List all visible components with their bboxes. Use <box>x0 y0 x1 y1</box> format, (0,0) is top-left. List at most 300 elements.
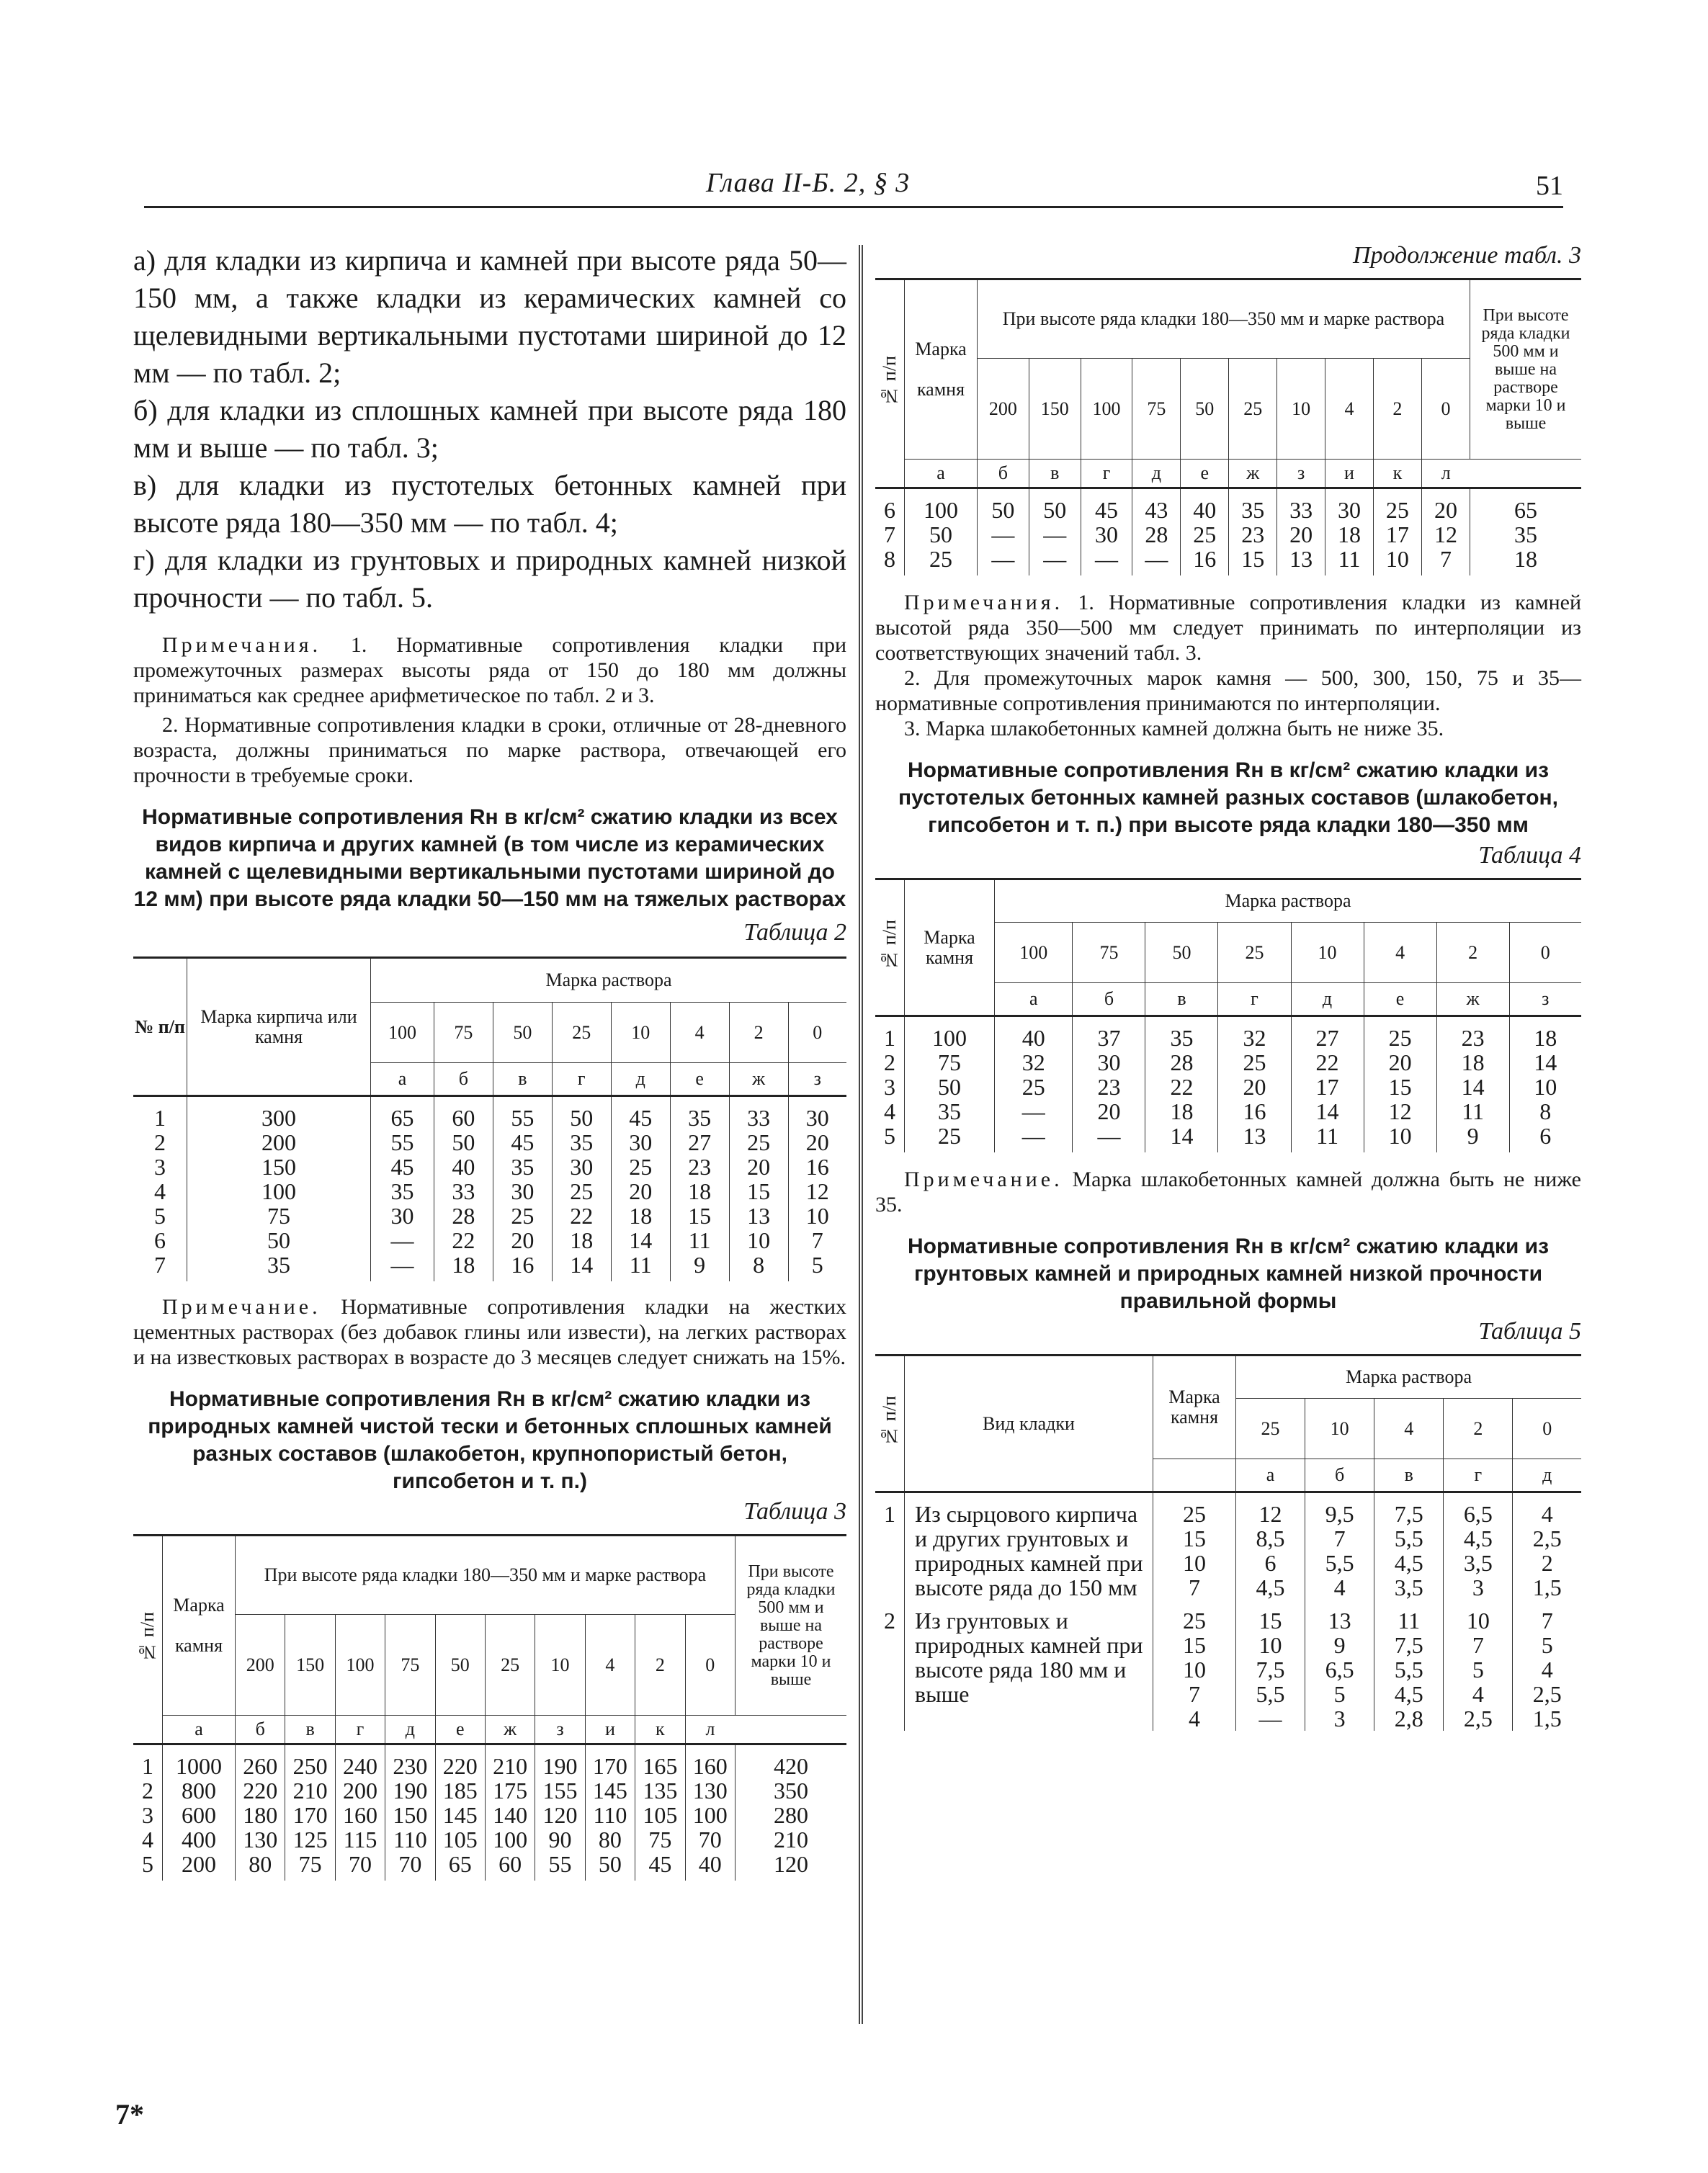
table-cell: 120 <box>735 1852 847 1881</box>
table-cell: 10 <box>1236 1633 1305 1657</box>
t3-head-last: При высоте ряда кладки 500 мм и выше на растворе марки 10 и выше <box>735 1536 847 1716</box>
page-number: 51 <box>1536 171 1563 201</box>
table-cell: 6,5 <box>1444 1492 1513 1527</box>
column-letter: г <box>552 1063 611 1096</box>
t3-head-group: При высоте ряда кладки 180—350 мм и марке раствора <box>236 1536 735 1615</box>
table-cell: 12 <box>1364 1099 1436 1124</box>
column-header: 100 <box>995 923 1073 983</box>
column-letter: г <box>1444 1459 1513 1492</box>
table-cell: 4 <box>1305 1575 1374 1600</box>
right-note-3: 3. Марка шлакобетонных камней должна быть не ниже 35. <box>904 717 1444 740</box>
t4-head-num: № п/п <box>875 879 905 1016</box>
column-letter: б <box>434 1063 493 1096</box>
table-cell: — <box>995 1124 1073 1152</box>
header-rule <box>144 206 1563 208</box>
table-cell: 22 <box>434 1228 493 1253</box>
table-row <box>133 1228 846 1253</box>
table-cell: — <box>1081 547 1132 575</box>
table-cell: 23 <box>1229 522 1277 547</box>
table-row <box>133 1778 846 1803</box>
column-header: 150 <box>1029 359 1081 460</box>
running-header-title: Глава II-Б. 2, § 3 <box>706 168 911 198</box>
table-cell: 800 <box>163 1778 236 1803</box>
column-letter: в <box>285 1716 335 1744</box>
column-header: 25 <box>485 1615 535 1716</box>
column-header: 2 <box>635 1615 685 1716</box>
table-cell: 15 <box>1153 1526 1236 1551</box>
table-cell: 40 <box>995 1016 1073 1051</box>
table-cell: 35 <box>187 1253 371 1281</box>
table-3-part2 <box>875 278 1581 575</box>
right-column <box>875 242 1581 1731</box>
table-cell: 25 <box>1153 1492 1236 1527</box>
table-cell: 220 <box>236 1778 285 1803</box>
table4-label: Таблица 4 <box>1478 842 1581 869</box>
table-cell: 30 <box>788 1096 846 1131</box>
table-cell: 25 <box>1373 488 1421 523</box>
column-header: 50 <box>435 1615 485 1716</box>
table-cell: 185 <box>435 1778 485 1803</box>
column-header: 75 <box>1132 359 1181 460</box>
table-cell: 105 <box>635 1803 685 1827</box>
table-cell: 15 <box>1229 547 1277 575</box>
table-cell: — <box>371 1228 434 1253</box>
table-cell: 4 <box>133 1827 163 1852</box>
table-cell: 7 <box>133 1253 187 1281</box>
table-row <box>133 1204 846 1228</box>
table-cell: 16 <box>493 1253 552 1281</box>
group-number: 2 <box>875 1600 905 1731</box>
table-cell: 300 <box>187 1096 371 1131</box>
table-cell: 30 <box>371 1204 434 1228</box>
table-cell: 13 <box>1277 547 1325 575</box>
list-item-c: в) для кладки из пустотелых бетонных камней при высоте ряда 180—350 мм — по табл. 4; <box>133 469 846 539</box>
column-letter: ж <box>1229 460 1277 488</box>
right-notes-label: Примечания. <box>904 591 1064 614</box>
table-cell: 80 <box>585 1827 635 1852</box>
table-cell: 35 <box>905 1099 995 1124</box>
column-letter: в <box>493 1063 552 1096</box>
column-letter: в <box>1145 983 1218 1016</box>
t5-head-num: № п/п <box>875 1356 905 1492</box>
column-letter: е <box>670 1063 729 1096</box>
table-cell: 7 <box>1421 547 1470 575</box>
table-cell: 35 <box>1229 488 1277 523</box>
table-cell: 33 <box>1277 488 1325 523</box>
table-cell: 8 <box>875 547 905 575</box>
column-header: 4 <box>1374 1399 1444 1459</box>
table-cell: 4,5 <box>1374 1551 1444 1575</box>
column-header: 2 <box>729 1003 788 1063</box>
table-row <box>133 1179 846 1204</box>
table4-caption: Нормативные сопротивления Rн в кг/см² сжатию кладки из пустотелых бетонных камней разных составов (шлакобетон, гипсобетон и т. п.) при высоте ряда кладки 180—350 мм <box>898 758 1558 837</box>
list-item-b: б) для кладки из сплошных камней при высоте ряда 180 мм и выше — по табл. 3; <box>133 394 846 464</box>
group-kind: Из грунтовых и природных камней при высоте ряда 180 мм и выше <box>905 1600 1153 1731</box>
left-column <box>133 242 846 1881</box>
table3-caption: Нормативные сопротивления Rн в кг/см² сжатию кладки из природных камней чистой тески и бетонных сплошных камней разных составов (шлакобетон, крупнопористый бетон, гипсобетон и т. п.) <box>148 1387 832 1493</box>
table-cell: 145 <box>435 1803 485 1827</box>
table-cell: — <box>995 1099 1073 1124</box>
column-letter: д <box>1132 460 1181 488</box>
table-cell: 25 <box>905 547 978 575</box>
column-header: 25 <box>1229 359 1277 460</box>
column-letter: е <box>1364 983 1436 1016</box>
table-cell: 5 <box>133 1852 163 1881</box>
table-cell: 3 <box>1444 1575 1513 1600</box>
table-cell: 45 <box>635 1852 685 1881</box>
table-cell: 13 <box>729 1204 788 1228</box>
table-cell: 27 <box>670 1130 729 1155</box>
column-letter: к <box>1373 460 1421 488</box>
column-header: 4 <box>1325 359 1374 460</box>
table-cell: 4 <box>1153 1706 1236 1731</box>
table-row <box>875 488 1581 523</box>
table-cell: 150 <box>187 1155 371 1179</box>
table-cell: 20 <box>1421 488 1470 523</box>
right-note-2: 2. Для промежуточных марок камня — 500, 300, 150, 75 и 35— нормативные сопротивления принимаются по интерполяции. <box>875 666 1581 715</box>
table-cell: 180 <box>236 1803 285 1827</box>
table-cell: 50 <box>552 1096 611 1131</box>
table-cell: 400 <box>163 1827 236 1852</box>
column-letter: ж <box>485 1716 535 1744</box>
table-cell: 100 <box>905 1016 995 1051</box>
table-cell: 10 <box>1444 1600 1513 1633</box>
table-row <box>875 1050 1581 1075</box>
table-cell: 190 <box>385 1778 435 1803</box>
table-cell: 10 <box>1364 1124 1436 1152</box>
table-cell: 14 <box>611 1228 670 1253</box>
table-cell: 28 <box>1132 522 1181 547</box>
table-cell: 15 <box>1364 1075 1436 1099</box>
table-cell: 35 <box>371 1179 434 1204</box>
table-cell: 200 <box>163 1852 236 1881</box>
table-cell: 30 <box>1073 1050 1145 1075</box>
table-cell: 200 <box>187 1130 371 1155</box>
table-cell: 2,8 <box>1374 1706 1444 1731</box>
t4-head-group: Марка раствора <box>995 879 1582 923</box>
table-cell: 14 <box>1291 1099 1364 1124</box>
table-cell: 1000 <box>163 1744 236 1779</box>
t3b-head-last: При высоте ряда кладки 500 мм и выше на растворе марки 10 и выше <box>1470 279 1582 460</box>
table-cell: 210 <box>735 1827 847 1852</box>
column-header: 10 <box>535 1615 585 1716</box>
table-cell: 18 <box>611 1204 670 1228</box>
right-note-1: 1. Нормативные сопротивления кладки из камней высотой ряда 350—500 мм следует принимать по интерполяции из соответствующих значений табл. 3. <box>875 591 1581 665</box>
table-cell: 70 <box>685 1827 735 1852</box>
column-letter: л <box>685 1716 735 1744</box>
table-cell: 33 <box>729 1096 788 1131</box>
table-cell: 11 <box>1325 547 1374 575</box>
table-cell: 2,5 <box>1444 1706 1513 1731</box>
t5-head-mark: Марка камня <box>1153 1356 1236 1459</box>
table-cell: 30 <box>493 1179 552 1204</box>
table-4 <box>875 878 1581 1152</box>
table-row <box>133 1130 846 1155</box>
table-cell: 12 <box>1421 522 1470 547</box>
table-cell: 25 <box>995 1075 1073 1099</box>
table-cell: 105 <box>435 1827 485 1852</box>
table-cell: 60 <box>485 1852 535 1881</box>
table-cell: 25 <box>1153 1600 1236 1633</box>
t5-head-kind: Вид кладки <box>905 1356 1153 1492</box>
column-header: 2 <box>1444 1399 1513 1459</box>
column-header: 25 <box>1236 1399 1305 1459</box>
table-cell: 5,5 <box>1374 1657 1444 1682</box>
table-cell: 160 <box>335 1803 385 1827</box>
table3-continuation-label: Продолжение табл. 3 <box>1352 242 1581 269</box>
column-letter: к <box>635 1716 685 1744</box>
right-notes-block <box>875 590 1581 666</box>
table-cell: — <box>1073 1124 1145 1152</box>
table-cell: 20 <box>788 1130 846 1155</box>
table-cell: 2,5 <box>1513 1526 1581 1551</box>
table-cell: 11 <box>1436 1099 1509 1124</box>
table-cell: 23 <box>670 1155 729 1179</box>
t2-head-num: № п/п <box>133 958 187 1096</box>
table-cell: 30 <box>1325 488 1374 523</box>
table-cell: 160 <box>685 1744 735 1779</box>
table-row <box>133 1253 846 1281</box>
table-cell: 3 <box>133 1155 187 1179</box>
table-cell: 190 <box>535 1744 585 1779</box>
table-row <box>133 1096 846 1131</box>
table-cell: 40 <box>685 1852 735 1881</box>
table-cell: 5,5 <box>1236 1682 1305 1706</box>
table2-label: Таблица 2 <box>743 919 846 946</box>
table-cell: 25 <box>552 1179 611 1204</box>
group-kind: Из сырцового кирпича и других грунтовых и природных камней при высоте ряда до 150 мм <box>905 1492 1153 1600</box>
column-letter: е <box>435 1716 485 1744</box>
table-row <box>875 547 1581 575</box>
table-cell: 2 <box>1513 1551 1581 1575</box>
table-cell: 9 <box>670 1253 729 1281</box>
table-cell: 25 <box>1218 1050 1291 1075</box>
table-cell: 16 <box>1181 547 1229 575</box>
column-letter: в <box>1374 1459 1444 1492</box>
table-cell: 50 <box>585 1852 635 1881</box>
footer-mark: 7* <box>115 2098 144 2131</box>
table-cell: — <box>1029 522 1081 547</box>
t3-head-mark: Марка камня <box>163 1536 236 1716</box>
table2-note-text: Нормативные сопротивления кладки на жестких цементных растворах (без добавок глины или извести), на легких растворах и на известковых растворах в возрасте до 3 месяцев следует снижать на 15%. <box>133 1295 846 1369</box>
column-header: 50 <box>493 1003 552 1063</box>
table-cell: 100 <box>905 488 978 523</box>
table-cell: 7 <box>1513 1600 1581 1633</box>
table-cell: 20 <box>1218 1075 1291 1099</box>
column-letter: а <box>371 1063 434 1096</box>
column-letter: а <box>1236 1459 1305 1492</box>
table-cell: 280 <box>735 1803 847 1827</box>
table-cell: 7 <box>1305 1526 1374 1551</box>
table-cell: 55 <box>535 1852 585 1881</box>
table-cell: 2 <box>133 1130 187 1155</box>
list-item-d: г) для кладки из грунтовых и природных камней низкой прочности — по табл. 5. <box>133 544 846 614</box>
table-5 <box>875 1354 1581 1731</box>
table-cell: 14 <box>1145 1124 1218 1152</box>
table-cell: 6 <box>1509 1124 1581 1152</box>
table-cell: 6 <box>1236 1551 1305 1575</box>
table-cell: 65 <box>371 1096 434 1131</box>
table-cell: 3,5 <box>1444 1551 1513 1575</box>
table-cell: 50 <box>434 1130 493 1155</box>
table-cell: 260 <box>236 1744 285 1779</box>
table-cell: 50 <box>1029 488 1081 523</box>
table-cell: 25 <box>1364 1016 1436 1051</box>
table-row <box>133 1803 846 1827</box>
table-cell: 7,5 <box>1374 1633 1444 1657</box>
table-cell: 230 <box>385 1744 435 1779</box>
table-cell: 145 <box>585 1778 635 1803</box>
table-row <box>133 1155 846 1179</box>
table-cell: 16 <box>788 1155 846 1179</box>
table-cell: 4 <box>1444 1682 1513 1706</box>
table-cell: 75 <box>635 1827 685 1852</box>
table-cell: 20 <box>1277 522 1325 547</box>
table-cell: 210 <box>285 1778 335 1803</box>
table-cell: 8,5 <box>1236 1526 1305 1551</box>
table-cell: 37 <box>1073 1016 1145 1051</box>
table-cell: 55 <box>493 1096 552 1131</box>
column-header: 4 <box>585 1615 635 1716</box>
table-cell: 25 <box>1181 522 1229 547</box>
table-cell: 50 <box>187 1228 371 1253</box>
table-cell: 18 <box>434 1253 493 1281</box>
table-cell: 5 <box>875 1124 905 1152</box>
table-cell: 115 <box>335 1827 385 1852</box>
column-header: 0 <box>1421 359 1470 460</box>
table-cell: 4,5 <box>1236 1575 1305 1600</box>
table-row <box>875 1099 1581 1124</box>
t2-head-group: Марка раствора <box>371 958 847 1003</box>
table5-label: Таблица 5 <box>1478 1318 1581 1345</box>
column-header: 10 <box>1277 359 1325 460</box>
table-cell: 75 <box>285 1852 335 1881</box>
column-header: 0 <box>1513 1399 1581 1459</box>
column-header: 4 <box>1364 923 1436 983</box>
table-cell: 100 <box>685 1803 735 1827</box>
table-cell: 175 <box>485 1778 535 1803</box>
table-cell: 18 <box>1145 1099 1218 1124</box>
table-cell: 15 <box>1153 1633 1236 1657</box>
table-cell: 120 <box>535 1803 585 1827</box>
column-header: 10 <box>1291 923 1364 983</box>
table-cell: 5 <box>1305 1682 1374 1706</box>
column-header: 100 <box>335 1615 385 1716</box>
table4-note-label: Примечание. <box>904 1168 1063 1191</box>
table-cell: 30 <box>611 1130 670 1155</box>
table-cell: 220 <box>435 1744 485 1779</box>
table-cell: 25 <box>611 1155 670 1179</box>
table-cell: 14 <box>1509 1050 1581 1075</box>
table-cell: 25 <box>905 1124 995 1152</box>
table-cell: 32 <box>995 1050 1073 1075</box>
table-cell: 23 <box>1073 1075 1145 1099</box>
table-2 <box>133 956 846 1281</box>
table-cell: 4 <box>875 1099 905 1124</box>
table-cell: 18 <box>1509 1016 1581 1051</box>
table-cell: 15 <box>670 1204 729 1228</box>
table-cell: 30 <box>552 1155 611 1179</box>
table-cell: 100 <box>187 1179 371 1204</box>
table-cell: 4,5 <box>1444 1526 1513 1551</box>
column-header: 200 <box>236 1615 285 1716</box>
table-cell: 140 <box>485 1803 535 1827</box>
table-cell: 12 <box>788 1179 846 1204</box>
column-header: 0 <box>788 1003 846 1063</box>
table-cell: 1 <box>133 1096 187 1131</box>
column-header: 100 <box>371 1003 434 1063</box>
table-cell: 7 <box>875 522 905 547</box>
table-cell: 33 <box>434 1179 493 1204</box>
table-cell: 18 <box>1470 547 1582 575</box>
column-letter: д <box>1291 983 1364 1016</box>
table-cell: 45 <box>371 1155 434 1179</box>
table-cell: 210 <box>485 1744 535 1779</box>
table-cell: 22 <box>552 1204 611 1228</box>
t5-head-group: Марка раствора <box>1236 1356 1582 1399</box>
table-cell: 17 <box>1373 522 1421 547</box>
table-cell: 30 <box>1081 522 1132 547</box>
t3b-head-mark: Марка камня <box>905 279 978 460</box>
table4-note-text: Марка шлакобетонных камней должна быть не ниже 35. <box>875 1168 1581 1217</box>
table-cell: 22 <box>1291 1050 1364 1075</box>
note-1: 1. Нормативные сопротивления кладки при промежуточных размерах высоты ряда от 150 до 180 мм должны приниматься как среднее арифметическое по табл. 2 и 3. <box>133 633 846 707</box>
table-cell: 13 <box>1305 1600 1374 1633</box>
table-cell: 8 <box>1509 1099 1581 1124</box>
table-cell: 50 <box>905 1075 995 1099</box>
column-letter: з <box>788 1063 846 1096</box>
table-row <box>875 1124 1581 1152</box>
t3b-head-group: При высоте ряда кладки 180—350 мм и марке раствора <box>978 279 1470 359</box>
column-header: 50 <box>1181 359 1229 460</box>
table-cell: — <box>1029 547 1081 575</box>
table-cell: 1 <box>133 1744 163 1779</box>
table-cell: 10 <box>729 1228 788 1253</box>
table-cell: 75 <box>187 1204 371 1228</box>
table-row <box>133 1852 846 1881</box>
column-letter: и <box>1325 460 1374 488</box>
note-2: 2. Нормативные сопротивления кладки в сроки, отличные от 28-дневного возраста, должны приниматься по марке раствора, отвечающей его прочности в требуемые сроки. <box>133 713 846 787</box>
column-header: 150 <box>285 1615 335 1716</box>
table-cell: 32 <box>1218 1016 1291 1051</box>
table-cell: 28 <box>434 1204 493 1228</box>
table4-note <box>875 1167 1581 1217</box>
column-letter: а <box>163 1716 236 1744</box>
table-cell: 35 <box>493 1155 552 1179</box>
column-header: 75 <box>385 1615 435 1716</box>
table-cell: 28 <box>1145 1050 1218 1075</box>
table-cell: 1,5 <box>1513 1706 1581 1731</box>
table-cell: 1,5 <box>1513 1575 1581 1600</box>
column-letter: г <box>1218 983 1291 1016</box>
table-cell: 6,5 <box>1305 1657 1374 1682</box>
table-cell: 130 <box>685 1778 735 1803</box>
table-cell: 25 <box>493 1204 552 1228</box>
table-cell: 35 <box>1470 522 1582 547</box>
table-cell: 20 <box>611 1179 670 1204</box>
table-cell: 165 <box>635 1744 685 1779</box>
table-cell: 35 <box>1145 1016 1218 1051</box>
table-cell: 25 <box>729 1130 788 1155</box>
column-header: 100 <box>1081 359 1132 460</box>
table-cell: 11 <box>1291 1124 1364 1152</box>
table-row <box>133 1744 846 1779</box>
column-header: 4 <box>670 1003 729 1063</box>
table-cell: 10 <box>788 1204 846 1228</box>
table-cell: 3,5 <box>1374 1575 1444 1600</box>
table-cell: 10 <box>1509 1075 1581 1099</box>
table-cell: — <box>371 1253 434 1281</box>
